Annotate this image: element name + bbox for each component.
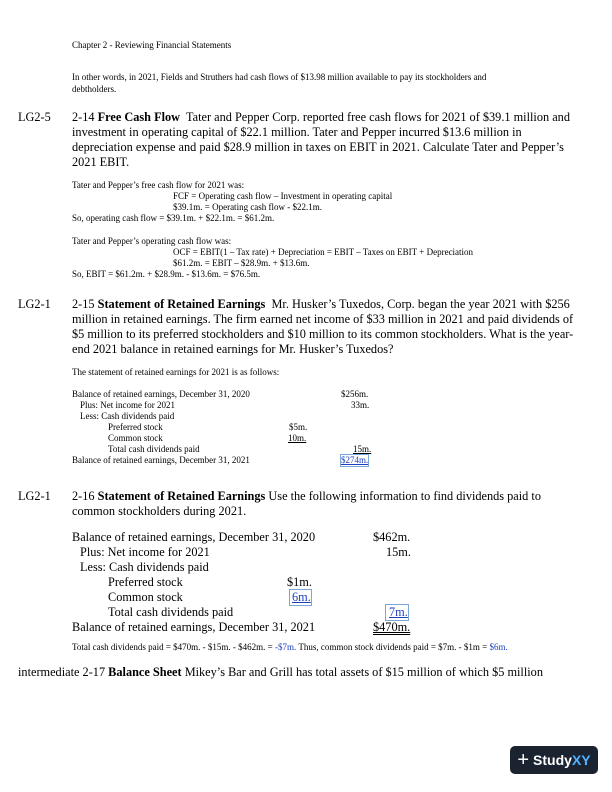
row-value: $256m. [341, 389, 369, 399]
row-label: Balance of retained earnings, December 31, 2021 [72, 620, 316, 634]
chapter-header: Chapter 2 - Reviewing Financial Statements [72, 40, 232, 50]
studyxy-logo-button[interactable]: + Study XY [510, 746, 598, 774]
row-value: 15m. [353, 444, 372, 454]
formula-line: $61.2m. = EBIT – $28.9m. + $13.6m. [173, 258, 310, 268]
row-value: $1m. [287, 575, 312, 589]
statement-intro: The statement of retained earnings for 2021 is as follows: [72, 367, 280, 377]
row-value: 15m. [386, 545, 411, 559]
row-label: Balance of retained earnings, December 31, 2020 [72, 530, 316, 544]
problem-2-15-line-3: $5 million to its preferred stockholders and $10 million to its common stockholders. What is the year- [72, 327, 574, 341]
answer-value: $274m. [341, 455, 369, 465]
answer-line: So, operating cash flow = $39.1m. + $22.1m. = $61.2m. [72, 213, 275, 223]
learning-goal-tag: LG2-5 [18, 110, 51, 124]
intro-line-2: debtholders. [72, 84, 117, 94]
row-label: Balance of retained earnings, December 31, 2021 [72, 455, 250, 465]
formula-line: OCF = EBIT(1 – Tax rate) + Depreciation = EBIT – Taxes on EBIT + Depreciation [173, 247, 474, 257]
row-label: Less: Cash dividends paid [80, 411, 175, 421]
answer-value: 7m. [386, 605, 408, 620]
problem-2-15-line-1: 2-15 Statement of Retained Earnings Mr. Husker’s Tuxedos, Corp. began the year 2021 with $256 [72, 297, 570, 311]
row-value: $462m. [373, 530, 411, 544]
intro-line-1: In other words, in 2021, Fields and Struthers had cash flows of $13.98 million available to pay its stockholders and [72, 72, 487, 82]
row-value: $5m. [289, 422, 308, 432]
answer-line: Tater and Pepper’s free cash flow for 2021 was: [72, 180, 245, 190]
row-label: Total cash dividends paid [108, 605, 234, 619]
row-label: Plus: Net income for 2021 [80, 400, 175, 410]
row-label: Less: Cash dividends paid [80, 560, 209, 574]
problem-2-14-line-1: 2-14 Free Cash Flow Tater and Pepper Corp. reported free cash flows for 2021 of $39.1 million and [72, 110, 570, 124]
row-label: Common stock [108, 590, 183, 604]
problem-2-17-line-1: intermediate 2-17 Balance Sheet Mikey’s Bar and Grill has total assets of $15 million of which $5 million [18, 665, 543, 679]
plus-icon: + [517, 749, 530, 771]
problem-2-16-line-1: 2-16 Statement of Retained Earnings Use the following information to find dividends paid to [72, 489, 541, 503]
row-label: Plus: Net income for 2021 [80, 545, 210, 559]
answer-line: Tater and Pepper’s operating cash flow was: [72, 236, 232, 246]
problem-2-14-line-4: 2021 EBIT. [72, 155, 130, 169]
problem-2-14-line-3: depreciation expense and paid $28.9 million in taxes on EBIT in 2021. Calculate Tater and Pepper’s [72, 140, 564, 154]
formula-line: FCF = Operating cash flow – Investment in operating capital [173, 191, 393, 201]
row-value: 33m. [351, 400, 370, 410]
problem-2-16-line-2: common stockholders during 2021. [72, 504, 247, 518]
problem-2-15-line-2: million in retained earnings. The firm earned net income of $33 million in 2021 and paid dividends of [72, 312, 574, 326]
row-value: 10m. [288, 433, 307, 443]
learning-goal-tag: LG2-1 [18, 297, 51, 311]
row-label: Total cash dividends paid [108, 444, 200, 454]
solution-line: Total cash dividends paid = $470m. - $15m. - $462m. = -$7m. Thus, common stock dividends paid = $7m. - $1m = $6m. [72, 642, 508, 652]
row-label: Preferred stock [108, 575, 183, 589]
answer-value: 6m. [292, 590, 311, 604]
row-label: Common stock [108, 433, 163, 443]
learning-goal-tag: LG2-1 [18, 489, 51, 503]
row-value: $470m. [373, 620, 411, 634]
row-label: Preferred stock [108, 422, 163, 432]
answer-line: So, EBIT = $61.2m. + $28.9m. - $13.6m. = $76.5m. [72, 269, 261, 279]
problem-2-15-line-4: end 2021 balance in retained earnings for Mr. Husker’s Tuxedos? [72, 342, 394, 356]
problem-2-14-line-2: investment in operating capital of $22.1 million. Tater and Pepper incurred $13.6 million in [72, 125, 522, 139]
formula-line: $39.1m. = Operating cash flow - $22.1m. [173, 202, 323, 212]
row-label: Balance of retained earnings, December 31, 2020 [72, 389, 250, 399]
